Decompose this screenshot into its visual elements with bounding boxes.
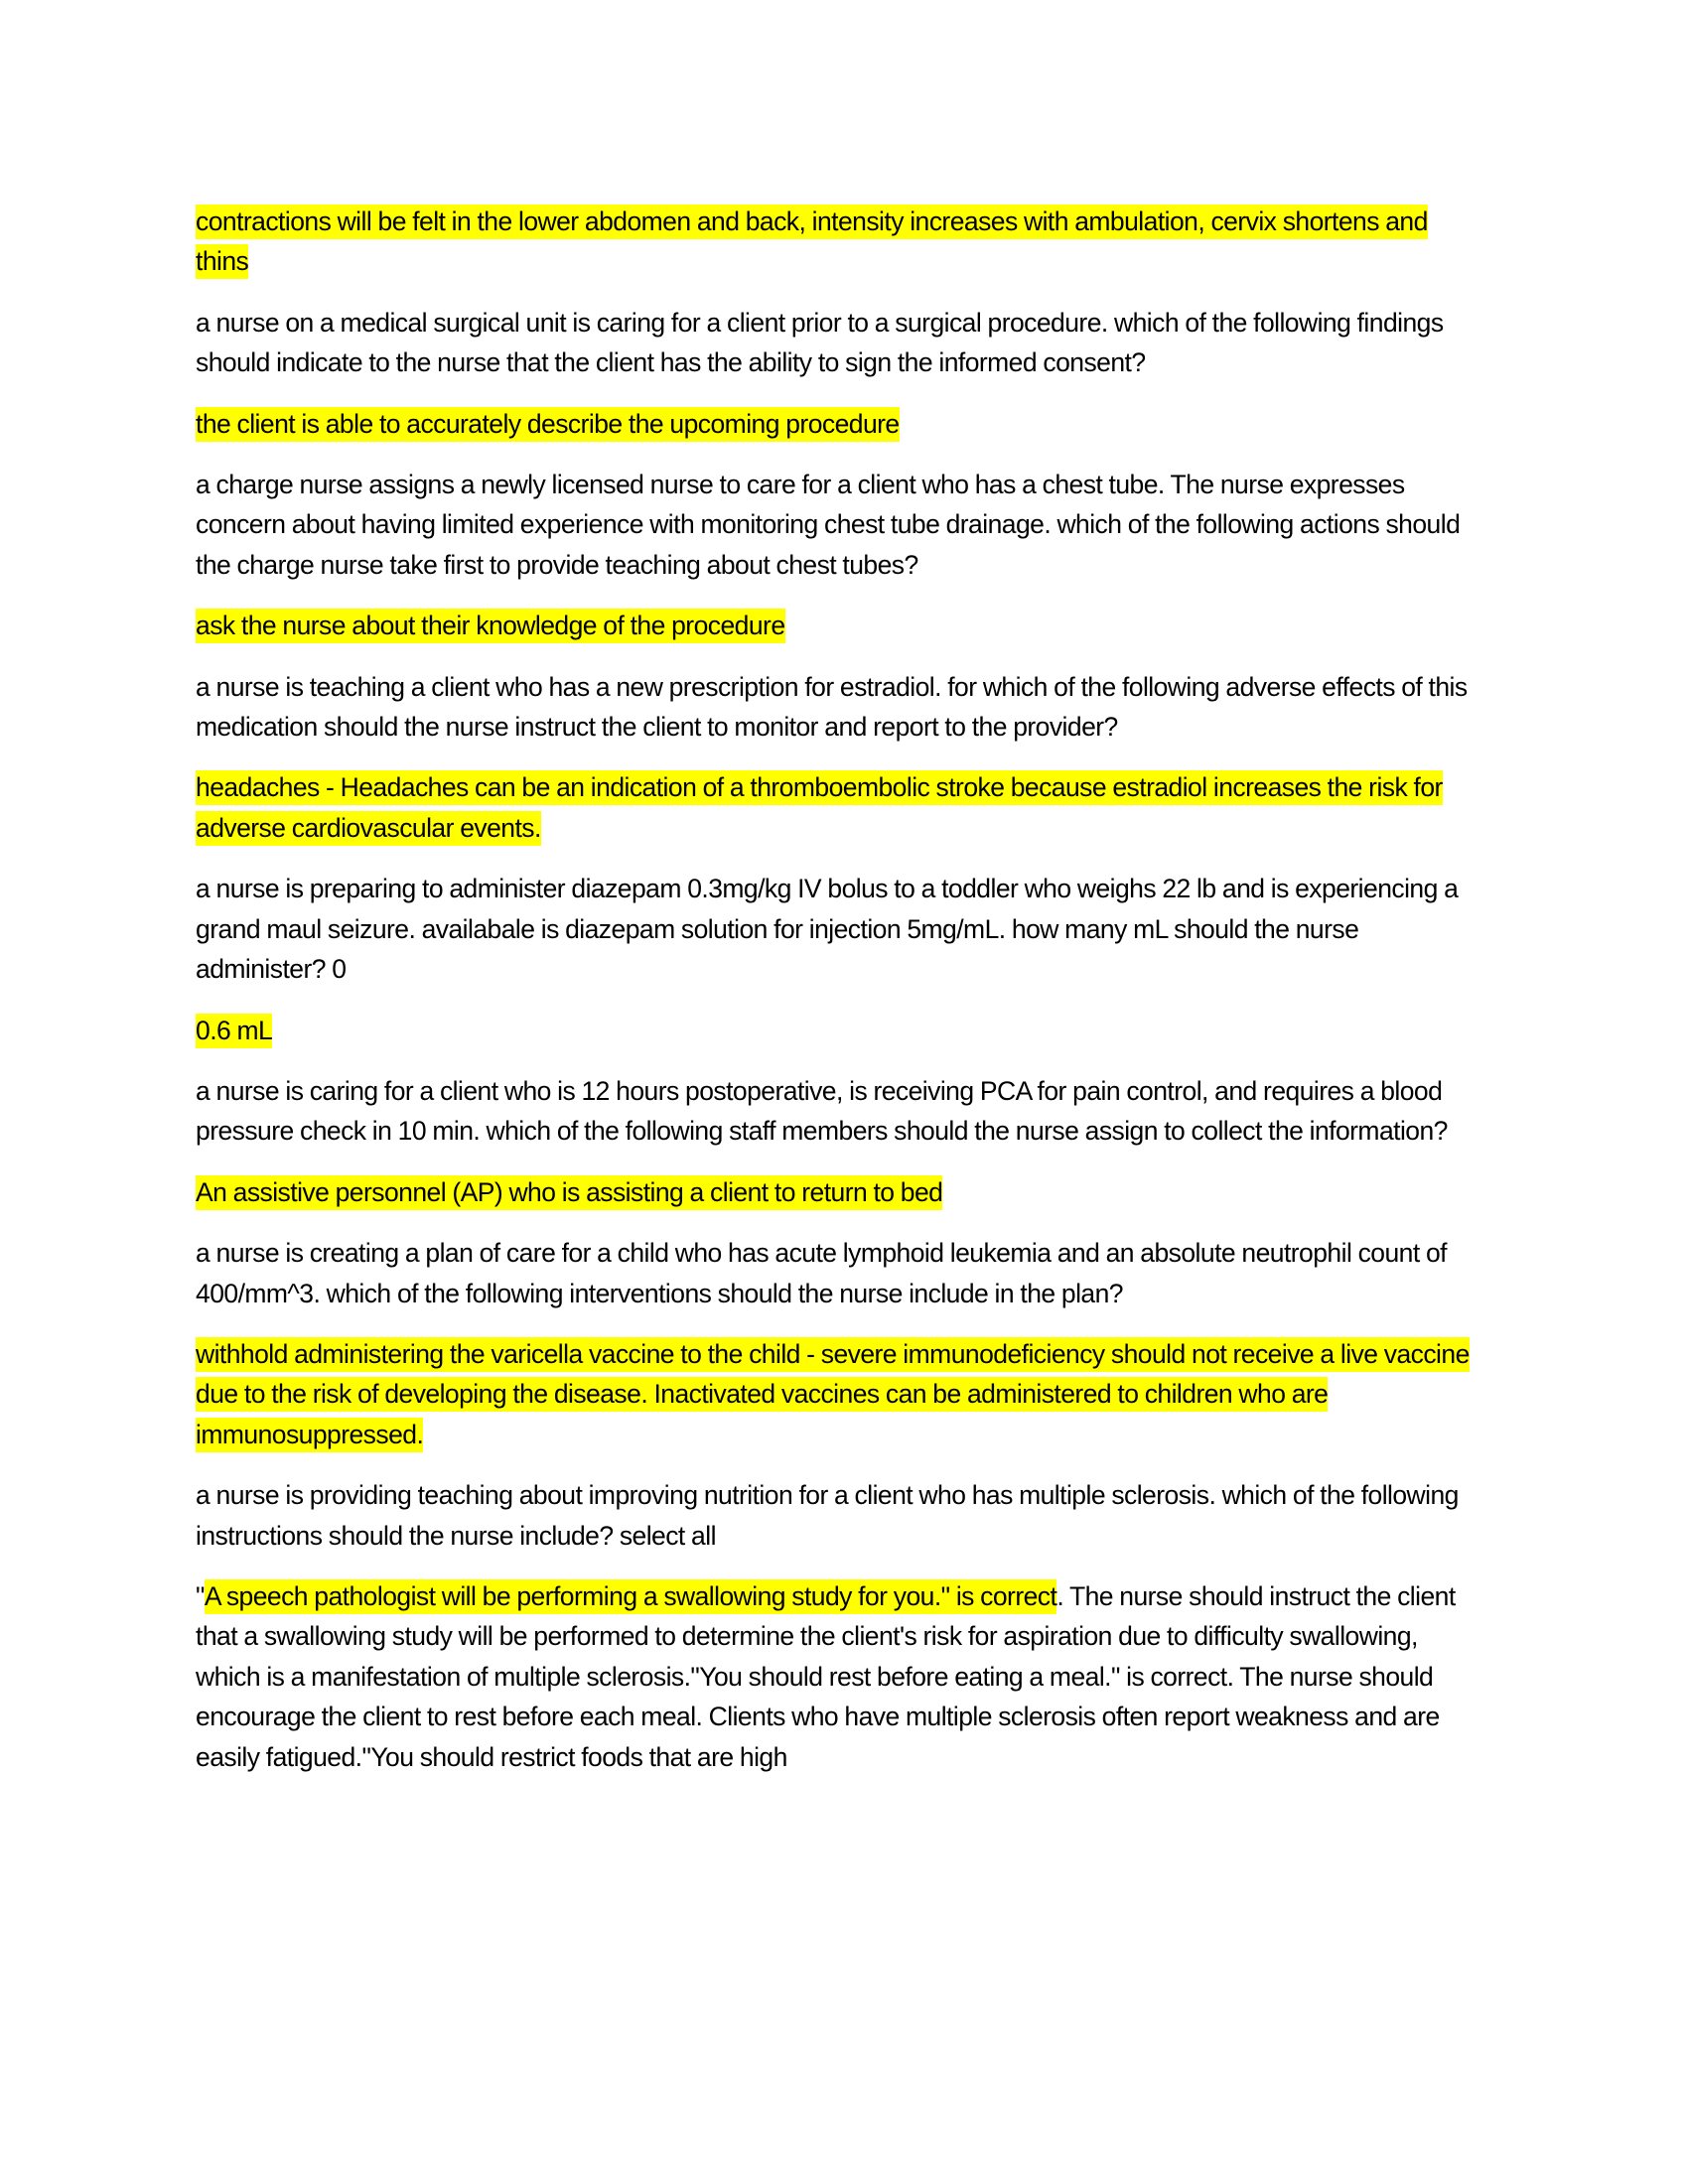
question-text: a nurse is creating a plan of care for a child who has acute lymphoid leukemia and an absolute neutrophil count of 400/mm^3. which of the following interventions should the nurse include in the plan? [196, 1238, 1447, 1308]
answer-paragraph [196, 404, 1486, 444]
highlighted-answer: An assistive personnel (AP) who is assisting a client to return to bed [196, 1175, 942, 1210]
question-text: a nurse is providing teaching about improving nutrition for a client who has multiple sclerosis. which of the following instructions should the nurse include? select all [196, 1480, 1459, 1551]
document-page [196, 202, 1486, 1798]
question-text: a nurse is teaching a client who has a new prescription for estradiol. for which of the following adverse effects of this medication should the nurse instruct the client to monitor and report to the provider? [196, 671, 1468, 743]
answer-paragraph [196, 1011, 1486, 1050]
highlighted-answer: contractions will be felt in the lower abdomen and back, intensity increases with ambulation, cervix shortens and thins [196, 205, 1428, 279]
answer-paragraph [196, 202, 1486, 282]
opening-quote: " [196, 1580, 205, 1611]
question-text: a nurse is preparing to administer diazepam 0.3mg/kg IV bolus to a toddler who weighs 22 lb and is experiencing a grand maul seizure. availabale is diazepam solution for injection 5mg/mL. how many mL should the nurse administer? 0 [196, 874, 1459, 985]
question-paragraph [196, 667, 1486, 748]
question-text: a nurse is caring for a client who is 12 hours postoperative, is receiving PCA for pain control, and requires a blood pressure check in 10 min. which of the following staff members should the nurse assign to collect the information? [196, 1075, 1448, 1147]
answer-paragraph [196, 767, 1486, 848]
explanation-text: . The nurse should instruct the client that a swallowing study will be performed to determine the client's risk for aspiration due to difficulty swallowing, which is a manifestation of multiple sclerosis."You should rest before eating a meal." is correct. The nurse should encourage the client to rest before each meal. Clients who have multiple sclerosis often report weakness and are easily fatigued."You should restrict foods that are high [196, 1580, 1456, 1772]
question-paragraph [196, 1475, 1486, 1556]
highlighted-answer: 0.6 mL [196, 1014, 272, 1048]
answer-paragraph [196, 1172, 1486, 1212]
question-paragraph [196, 1071, 1486, 1152]
question-paragraph [196, 465, 1486, 585]
highlighted-answer: ask the nurse about their knowledge of the procedure [196, 609, 785, 643]
question-paragraph [196, 1233, 1486, 1313]
highlighted-answer: A speech pathologist will be performing a swallowing study for you." is correct [205, 1579, 1056, 1614]
highlighted-answer: withhold administering the varicella vaccine to the child - severe immunodeficiency should not receive a live vaccine due to the risk of developing the disease. Inactivated vaccines can be administered to children who are immunosuppressed. [196, 1337, 1470, 1452]
question-text: a charge nurse assigns a newly licensed nurse to care for a client who has a chest tube. The nurse expresses concern about having limited experience with monitoring chest tube drainage. which of the following actions should the charge nurse take first to provide teaching about chest tubes? [196, 470, 1461, 580]
question-paragraph [196, 869, 1486, 989]
answer-paragraph [196, 1334, 1486, 1454]
explanation-paragraph [196, 1576, 1486, 1777]
question-text: a nurse on a medical surgical unit is caring for a client prior to a surgical procedure. which of the following findings should indicate to the nurse that the client has the ability to sign the informed consent? [196, 307, 1444, 378]
highlighted-answer: headaches - Headaches can be an indication of a thromboembolic stroke because estradiol increases the risk for adverse cardiovascular events. [196, 770, 1443, 845]
question-paragraph [196, 303, 1486, 383]
highlighted-answer: the client is able to accurately describe the upcoming procedure [196, 407, 900, 442]
answer-paragraph [196, 606, 1486, 645]
